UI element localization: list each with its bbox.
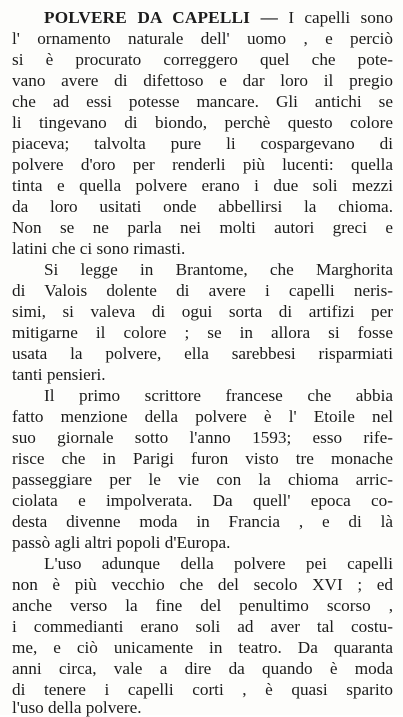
text-line: latini che ci sono rimasti.	[12, 239, 186, 258]
text-line: desta divenne moda in Francia , e di là	[12, 512, 393, 531]
text-line: L'uso adunque della polvere pei capelli	[44, 554, 393, 573]
text-line: non è più vecchio che del secolo XVI ; ed	[12, 575, 393, 594]
text-line: di Valois dolente di avere i capelli neris-	[12, 281, 393, 300]
text-line: piaceva; talvolta pure li cospargevano di	[12, 134, 393, 153]
text-line: li tingevano di biondo, perchè questo colore	[12, 113, 393, 132]
text-segment: I capelli sono	[288, 8, 393, 27]
text-line: tinta e quella polvere erano i due soli mezzi	[12, 176, 393, 195]
text-line: Si legge in Brantome, che Marghorita	[44, 260, 393, 279]
text-line	[44, 8, 393, 29]
text-line: polvere d'oro per renderli più lucenti: quella	[12, 155, 393, 174]
text-line: simi, si valeva di ogui sorta di artifizi per	[12, 302, 393, 321]
text-line: i commedianti erano soli ad aver tal costu-	[12, 617, 393, 636]
text-line: vano avere di difettoso e dar loro il pregio	[12, 71, 393, 90]
text-line: passò agli altri popoli d'Europa.	[12, 533, 231, 552]
text-line: di tenere i capelli corti , è quasi sparito	[12, 680, 393, 699]
text-line: che ad essi potesse mancare. Gli antichi se	[12, 92, 393, 111]
text-line: l'uso della polvere.	[12, 698, 142, 717]
text-line: risce che in Parigi furon visto tre monache	[12, 449, 393, 468]
text-line: si è procurato correggero quel che pote-	[12, 50, 393, 69]
text-line: anni circa, vale a dire da quando è moda	[12, 659, 393, 678]
text-line: usata la polvere, ella sarebbesi risparmiati	[12, 344, 393, 363]
text-line: passeggiare per le vie con la chioma arric-	[12, 470, 393, 489]
text-line: fatto menzione della polvere è l' Etoile nel	[12, 407, 393, 426]
article-heading: POLVERE DA CAPELLI —	[44, 8, 278, 27]
text-line: ciolata e impolverata. Da quell' epoca co-	[12, 491, 393, 510]
text-line: Non se ne parla nei molti autori greci e	[12, 218, 393, 237]
text-line: tanti pensieri.	[12, 365, 106, 384]
text-line: anche verso la fine del penultimo scorso ,	[12, 596, 393, 615]
text-line: mitigarne il colore ; se in allora si fosse	[12, 323, 393, 342]
text-line: me, e ciò unicamente in teatro. Da quaranta	[12, 638, 393, 657]
text-line: Il primo scrittore francese che abbia	[44, 386, 393, 405]
text-line: da loro usitati onde abbellirsi la chioma.	[12, 197, 393, 216]
text-line: suo giornale sotto l'anno 1593; esso rife-	[12, 428, 393, 447]
text-line: l' ornamento naturale dell' uomo , e perciò	[12, 29, 393, 48]
